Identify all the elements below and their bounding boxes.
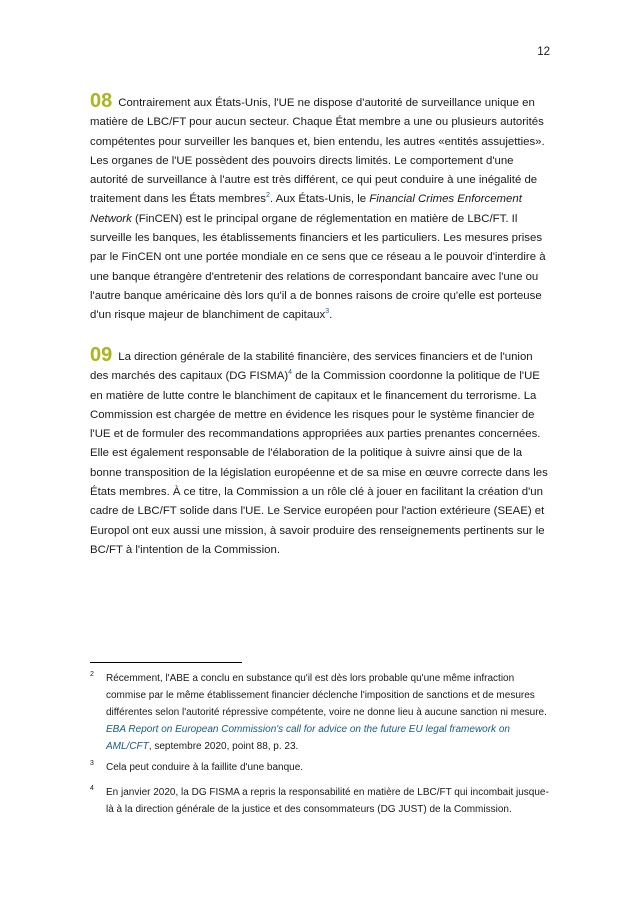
paragraph-text: Contrairement aux États-Unis, l'UE ne dispose d'autorité de surveillance unique en matière de LBC/FT pour aucun secteur. Chaque État membre a une ou plusieurs autorités compétentes pour surveiller les banques et, bien entendu, les autres «entités assujetties». Les organes de l'UE possèdent des pouvoirs directs limités. Le comportement d'une autorité de surveillance à l'autre est très différent, ce qui peut conduire à une inégalité de traitement dans les États membres — [90, 97, 545, 206]
paragraph-number: 08 — [90, 90, 113, 112]
paragraph-text: de la Commission coordonne la politique de l'UE en matière de lutte contre le blanchiment de capitaux et le financement du terrorisme. La Commission est chargée de mettre en évidence les risques pour le système financier de l'UE et de formuler des recommandations appropriées aux parties prenantes concernées. Elle est également responsable de l'élaboration de la politique à suivre ainsi que de la bonne transposition de la législation européenne et de sa mise en œuvre correcte dans les États membres. À ce titre, la Commission a un rôle clé à jouer en facilitant la création d'un cadre de LBC/FT solide dans l'UE. Le Service européen pour l'action extérieure (SEAE) et Europol ont eux aussi une mission, à savoir produire des renseignements pertinents sur le BC/FT à l'intention de la Commission. — [90, 370, 548, 556]
report-link[interactable]: EBA Report on European Commission's call for advice on the future EU legal framework on AML/CFT — [106, 724, 510, 752]
paragraph-09 — [90, 346, 548, 560]
paragraph-number: 09 — [90, 344, 113, 366]
paragraph-text: . Aux États-Unis, le — [269, 193, 370, 206]
footnote-number: 3 — [90, 760, 94, 767]
page-number: 12 — [537, 46, 550, 58]
footnote-text: En janvier 2020, la DG FISMA a repris la responsabilité en matière de LBC/FT qui incombait jusque-là à la direction générale de la justice et des consommateurs (DG JUST) de la Commission. — [106, 787, 549, 815]
footnote-ref[interactable]: 2 — [266, 192, 270, 200]
paragraph-text: . — [329, 309, 333, 322]
footnote-body: Récemment, l'ABE a conclu en substance qu'il est dès lors probable qu'une même infraction commise par le même établissement financier déclenche l'imposition de sanctions et de mesures différentes selon l'autorité répressive compétente, voire ne donne lieu à aucune sanction ni mesure. — [106, 673, 547, 718]
paragraph-08 — [90, 92, 548, 326]
footnote-separator — [90, 662, 242, 663]
footnote-4 — [90, 784, 550, 818]
footnote-ref[interactable]: 3 — [325, 308, 330, 316]
footnote-3 — [90, 759, 550, 776]
italic-term: Financial Crimes Enforcement Network — [90, 193, 522, 225]
footnote-tail: , septembre 2020, point 88, p. 23. — [148, 741, 299, 752]
footnote-text: Cela peut conduire à la faillite d'une banque. — [106, 762, 304, 773]
footnote-text — [106, 670, 550, 755]
footnote-number: 4 — [90, 785, 94, 792]
paragraph-text: (FinCEN) est le principal organe de réglementation en matière de LBC/FT. Il surveille les banques, les établissements financiers et les particuliers. Les mesures prises par le FinCEN ont une portée mondiale en ce sens que ce réseau a le pouvoir d'interdire à une banque étrangère d'entretenir des relations de correspondant bancaire avec l'une ou l'autre banque américaine dès lors qu'il a de bonnes raisons de croire qu'elle est porteuse d'un risque majeur de blanchiment de capitaux — [90, 212, 546, 322]
footnote-2 — [90, 670, 550, 755]
footnote-number: 2 — [90, 671, 94, 678]
paragraph-text: La direction générale de la stabilité financière, des services financiers et de l'union des marchés des capitaux (DG FISMA) — [90, 351, 533, 383]
footnote-ref[interactable]: 4 — [288, 369, 293, 377]
